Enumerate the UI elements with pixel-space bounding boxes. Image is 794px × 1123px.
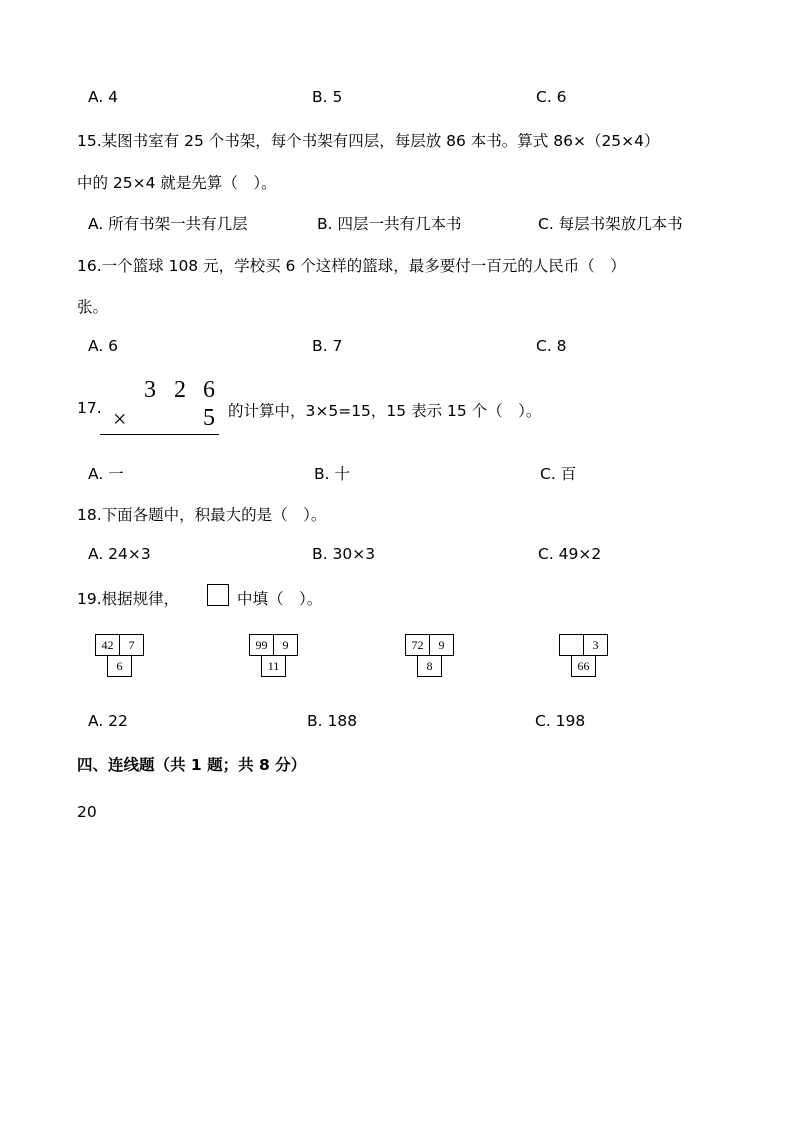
q14-option-a: A. 4 (88, 88, 119, 106)
q18-option-c: C. 49×2 (538, 545, 602, 563)
q14-option-b: B. 5 (312, 88, 343, 106)
pattern-2 (249, 634, 309, 680)
q16-option-b: B. 7 (312, 337, 343, 355)
q18-option-a: A. 24×3 (88, 545, 151, 563)
pattern-cell-top-right: 9 (429, 634, 454, 656)
q16-option-c: C. 8 (536, 337, 567, 355)
q15-option-a: A. 所有书架一共有几层 (88, 215, 248, 233)
q14-option-c: C. 6 (536, 88, 567, 106)
pattern-cell-bottom: 8 (417, 655, 442, 677)
section-heading: 四、连线题（共 1 题；共 8 分） (77, 756, 307, 774)
pattern-cell-top-right: 7 (119, 634, 144, 656)
q17-question-text: 的计算中，3×5=15，15 表示 15 个（ ）。 (228, 402, 542, 420)
vertical-multiplication (100, 376, 220, 438)
q17-option-a: A. 一 (88, 465, 124, 483)
pattern-cell-top-left: 99 (249, 634, 274, 656)
q19-option-c: C. 198 (535, 712, 586, 730)
q17-option-b: B. 十 (314, 465, 350, 483)
q15-question-line2: 中的 25×4 就是先算（ ）。 (77, 174, 277, 192)
q17-number: 17. (77, 399, 102, 417)
multiplicand-digit-ones: 6 (203, 377, 215, 403)
multiplicand-digit-tens: 2 (174, 377, 186, 403)
q19-question-prefix: 19.根据规律， (77, 590, 180, 608)
multiply-sign: × (113, 407, 127, 433)
blank-box (207, 584, 229, 606)
q15-option-b: B. 四层一共有几本书 (317, 215, 462, 233)
q15-question-line1: 15.某图书室有 25 个书架，每个书架有四层，每层放 86 本书。算式 86×（25×4） (77, 132, 660, 150)
q19-option-a: A. 22 (88, 712, 128, 730)
multiplicand-digit-hundreds: 3 (144, 377, 156, 403)
q18-option-b: B. 30×3 (312, 545, 376, 563)
q17-option-c: C. 百 (540, 465, 577, 483)
q16-question-line2: 张。 (77, 298, 109, 316)
q20-number: 20 (77, 803, 97, 821)
pattern-cell-top-right: 9 (273, 634, 298, 656)
pattern-cell-bottom: 66 (571, 655, 596, 677)
pattern-cell-bottom: 6 (107, 655, 132, 677)
pattern-cell-top-right: 3 (583, 634, 608, 656)
q16-option-a: A. 6 (88, 337, 119, 355)
q19-question-suffix: 中填（ ）。 (237, 590, 323, 608)
multiplier-digit: 5 (203, 405, 215, 431)
calculation-line (100, 434, 219, 435)
pattern-cell-bottom: 11 (261, 655, 286, 677)
pattern-3 (405, 634, 465, 680)
pattern-cell-top-left: 42 (95, 634, 120, 656)
q15-option-c: C. 每层书架放几本书 (538, 215, 683, 233)
q19-option-b: B. 188 (307, 712, 358, 730)
pattern-cell-top-left-blank (559, 634, 584, 656)
pattern-cell-top-left: 72 (405, 634, 430, 656)
pattern-4 (559, 634, 619, 680)
q18-question: 18.下面各题中，积最大的是（ ）。 (77, 506, 327, 524)
pattern-1 (95, 634, 155, 680)
q16-question-line1: 16.一个篮球 108 元，学校买 6 个这样的篮球，最多要付一百元的人民币（ ） (77, 257, 626, 275)
